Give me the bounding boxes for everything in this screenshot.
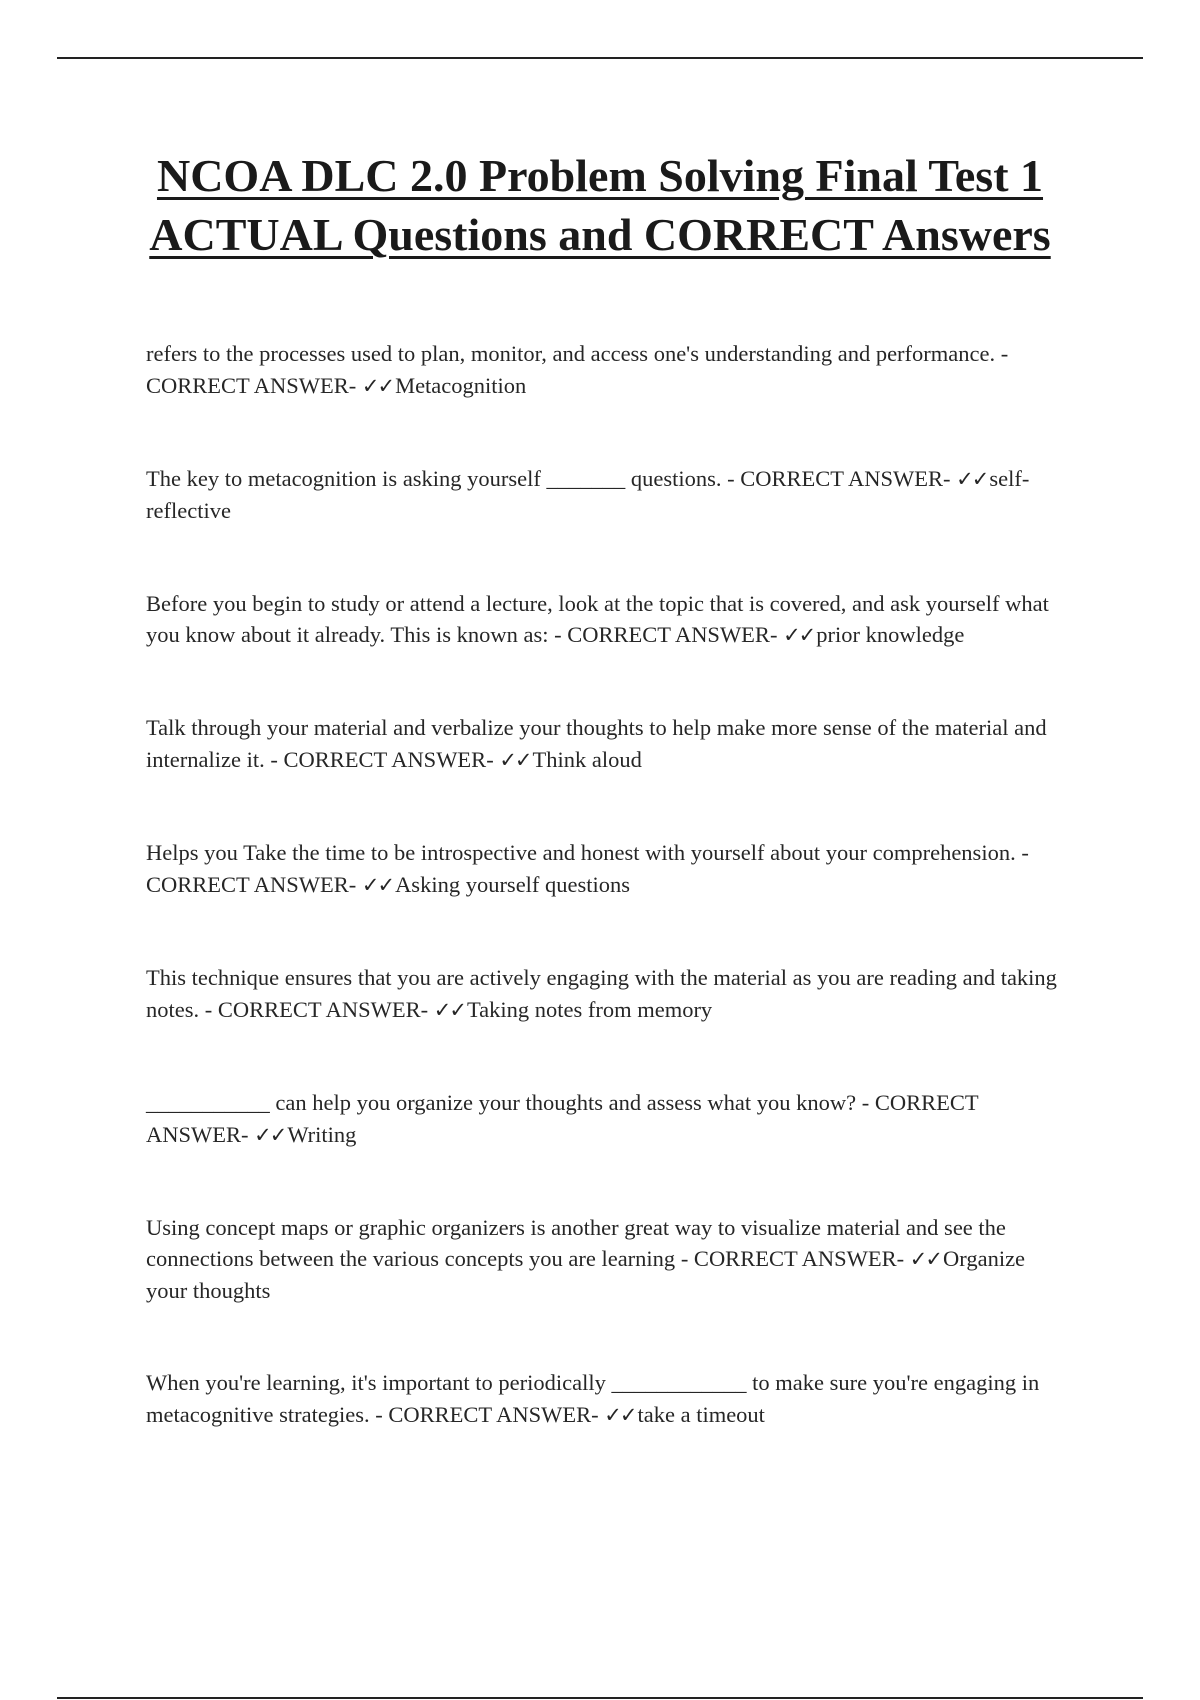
question-text: Helps you Take the time to be introspective and honest with yourself about your comprehension.: [146, 840, 1016, 865]
document-title: NCOA DLC 2.0 Problem Solving Final Test 1 ACTUAL Questions and CORRECT Answers: [149, 150, 1051, 260]
qa-item: [146, 588, 1066, 651]
qa-item: [146, 1087, 1066, 1151]
answer-marker: - CORRECT ANSWER-: [680, 1246, 905, 1271]
qa-item: [146, 463, 1066, 527]
answer-text: prior knowledge: [816, 622, 965, 647]
double-check-icon: ✓✓: [604, 1403, 636, 1427]
answer-marker: - CORRECT ANSWER-: [146, 341, 1009, 398]
question-text: refers to the processes used to plan, monitor, and access one's understanding and performance.: [146, 341, 996, 366]
question-text: ___________ can help you organize your thoughts and assess what you know?: [146, 1090, 857, 1115]
double-check-icon: ✓✓: [783, 623, 815, 647]
answer-marker: - CORRECT ANSWER-: [204, 997, 429, 1022]
answer-text: Writing: [287, 1122, 357, 1147]
answer-marker: - CORRECT ANSWER-: [727, 466, 951, 491]
double-check-icon: ✓✓: [361, 374, 394, 398]
question-text: When you're learning, it's important to periodically ____________ to make sure you're engaging in metacognitive strategies.: [146, 1370, 1040, 1427]
double-check-icon: ✓✓: [499, 748, 531, 772]
qa-item: [146, 712, 1066, 776]
answer-text: take a timeout: [637, 1402, 765, 1427]
question-text: This technique ensures that you are actively engaging with the material as you are reading and taking notes.: [146, 965, 1057, 1022]
answer-text: Asking yourself questions: [395, 872, 631, 897]
qa-item: [146, 1367, 1066, 1431]
question-list: [146, 338, 1066, 1492]
answer-marker: - CORRECT ANSWER-: [554, 622, 778, 647]
question-text: Before you begin to study or attend a lecture, look at the topic that is covered, and ask yourself what you know about it already. This is known as:: [146, 591, 1049, 647]
double-check-icon: ✓✓: [361, 873, 394, 897]
answer-text: Metacognition: [395, 373, 527, 398]
double-check-icon: ✓✓: [433, 998, 465, 1022]
answer-marker: - CORRECT ANSWER-: [270, 747, 494, 772]
question-text: Talk through your material and verbalize your thoughts to help make more sense of the material and internalize it.: [146, 715, 1047, 772]
qa-item: [146, 837, 1066, 901]
answer-marker: - CORRECT ANSWER-: [375, 1402, 599, 1427]
answer-text: self-reflective: [146, 466, 1030, 523]
answer-text: Organize your thoughts: [146, 1246, 1026, 1303]
question-text: The key to metacognition is asking yourself _______ questions.: [146, 466, 722, 491]
top-rule: [57, 57, 1143, 59]
answer-marker: - CORRECT ANSWER-: [146, 840, 1029, 897]
double-check-icon: ✓✓: [909, 1247, 941, 1271]
question-text: Using concept maps or graphic organizers is another great way to visualize material and see the connections between the various concepts you are learning: [146, 1215, 1006, 1271]
qa-item: [146, 962, 1066, 1026]
answer-text: Taking notes from memory: [466, 997, 713, 1022]
bottom-rule: [57, 1697, 1143, 1699]
qa-item: [146, 338, 1066, 402]
qa-item: [146, 1212, 1066, 1306]
answer-text: Think aloud: [532, 747, 642, 772]
double-check-icon: ✓✓: [254, 1123, 286, 1147]
answer-marker: - CORRECT ANSWER-: [146, 1090, 979, 1147]
double-check-icon: ✓✓: [956, 467, 988, 491]
